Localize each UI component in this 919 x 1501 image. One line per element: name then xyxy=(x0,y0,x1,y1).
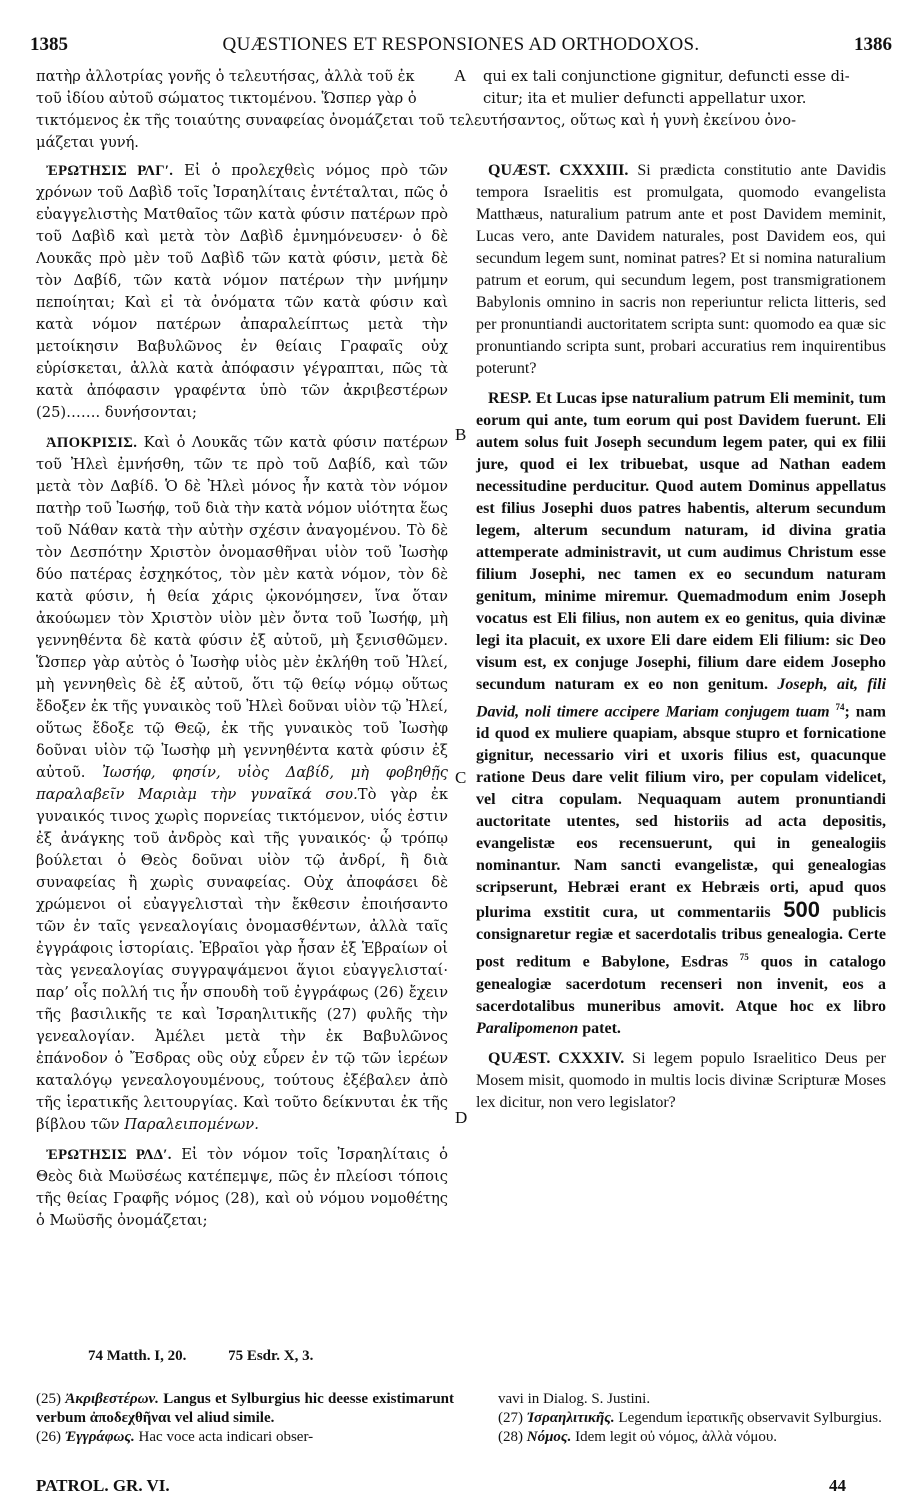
latin-continuation-line: citur; ita et mulier defuncti appellatur uxor. xyxy=(483,90,807,107)
footnote-number: (25) xyxy=(36,1391,61,1407)
response-text: patet. xyxy=(582,1019,621,1037)
latin-response xyxy=(476,388,886,1040)
greek-question-134 xyxy=(36,1144,448,1232)
continuation-block xyxy=(36,66,886,154)
signature-mark: PATROL. GR. VI. xyxy=(36,1476,170,1495)
response-heading: RESP. xyxy=(488,390,532,407)
footnote-text: Langus et Sylburgius hic deesse existimarunt verbum ἀποδεχθῆναι vel aliud simile. xyxy=(36,1391,455,1426)
question-heading: QUÆST. CXXXIII. xyxy=(488,162,629,179)
answer-heading: ἈΠΟΚΡΙΣΙΣ. xyxy=(46,435,138,451)
scripture-references xyxy=(88,1348,313,1365)
running-title: QUÆSTIONES ET RESPONSIONES AD ORTHODOXOS. xyxy=(222,34,700,55)
margin-letter-d: D xyxy=(455,1108,468,1127)
footnote-lemma: Ἀκριβεστέρων. xyxy=(65,1391,159,1407)
footnote-28 xyxy=(498,1428,888,1447)
footnote-text: Legendum ἱερατικῆς observavit Sylburgius. xyxy=(618,1410,882,1426)
question-heading: QUÆST. CXXXIV. xyxy=(488,1049,625,1067)
footnote-text: vavi in Dialog. S. Justini. xyxy=(498,1391,651,1407)
question-heading: ἘΡΩΤΗΣΙΣ ΡΛΓʹ. xyxy=(46,163,174,179)
margin-letter-b: B xyxy=(455,425,467,444)
greek-continuation-line: μάζεται γυνή. xyxy=(36,134,139,151)
footnote-number: (27) xyxy=(498,1410,523,1426)
footnote-25 xyxy=(36,1390,454,1428)
reference-75: 75 Esdr. X, 3. xyxy=(228,1348,314,1364)
gathering-number: 44 xyxy=(829,1476,846,1495)
latin-column xyxy=(476,160,886,1114)
response-text: ; nam id quod ex muliere quapiam, absque stupro et fornicatione gignitur, necessario viri et uxoris filius est, quacunque ratione Deus dare velit filium viro, per copulam videlicet, vel citra copulam. Nequaquam autem pronuntiandi auctoritate utentes, sed historiis ad acta depositis, evangelistæ eos recensuerunt, qui in genealogiis nominantur. Nam sancti evangelistæ, qui genealogias scripserunt, Hebræi erant ex Hebræis orti, apud quos plurima exstitit cura, ut commentariis xyxy=(476,703,886,922)
greek-answer xyxy=(36,432,448,1136)
page-number-right: 1386 xyxy=(854,34,892,55)
latin-question-134 xyxy=(476,1048,886,1114)
footnote-lemma: Νόμος. xyxy=(526,1429,572,1445)
scripture-quote: Joseph, ait, fili David, noli timere accipere Mariam conjugem tuam xyxy=(476,676,887,721)
answer-text: Καὶ ὁ Λουκᾶς τῶν κατὰ φύσιν πατέρων τοῦ Ἠλεὶ ἐμνήσθη, τῶν τε πρὸ τοῦ Δαβίδ, καὶ τῶν μετὰ τὸν Δαβίδ. Ὁ δὲ Ἠλεὶ μόνος ἦν κατὰ τὸν νόμον πατὴρ τοῦ Ἰωσήφ, τοῦ διὰ τὴν κατὰ νόμον υἱότητα ἕως τοῦ Νάθαν κατὰ τὴν αὐτὴν σχέσιν ἀναγομένου. Τὸ δὲ τὸν Δεσπότην Χριστὸν ὀνομασθῆναι υἱὸν τοῦ Ἰωσὴφ δύο πατέρας ἐσχηκότος, τὸν μὲν κατὰ νόμον, τὸν δὲ κατὰ φύσιν, ἡ θεία χάρις ᾠκονόμησεν, ἵνα ὅταν ἀκούωμεν τὸν Χριστὸν υἱὸν μὲν ὄντα τοῦ Ἰωσήφ, μὴ γεννηθέντα δὲ κατὰ φύσιν ἐξ αὐτοῦ, μὴ ξενισθῶμεν. Ὥσπερ γὰρ αὐτὸς ὁ Ἰωσὴφ υἱὸς μὲν ἐκλήθη τοῦ Ἠλεί, μὴ γεννηθεὶς δὲ ἐξ αὐτοῦ, ὅτι τῷ θείῳ νόμῳ οὕτως ἔδοξεν ἐκ τῆς γυναικὸς τοῦ Ἠλεὶ δοῦναι υἱὸν τῷ Ἠλεί, οὕτως ἔδοξε τῷ Θεῷ, ἐκ τῆς γυναικὸς τοῦ Ἰωσὴφ δοῦναι υἱὸν τῷ Ἰωσὴφ μὴ γεννηθέντα κατὰ φύσιν ἐξ αὐτοῦ. xyxy=(36,434,449,781)
greek-column xyxy=(36,160,448,1232)
scripture-quote: Ἰωσήφ, φησίν, υἱὸς Δαβίδ, μὴ φοβηθῇς παραλαβεῖν Μαριὰμ τὴν γυναῖκά σου. xyxy=(36,764,448,803)
question-text: Εἰ τὸν νόμον τοῖς Ἰσραηλίταις ὁ Θεὸς διὰ Μωϋσέως κατέπεμψε, πῶς ἐν πλείοσι τόποις τῆς θείας Γραφῆς νόμος (28), καὶ οὐ νόμου νομοθέτης ὁ Μωϋσῆς ὀνομάζεται; xyxy=(36,1146,449,1229)
greek-continuation-line: τικτόμενος ἐκ τῆς τοιαύτης συναφείας ὀνομάζεται τοῦ τελευτήσαντος, οὕτως καὶ ἡ γυνὴ ἐκείνου ὀνο- xyxy=(36,112,797,129)
footnote-number: (28) xyxy=(498,1429,523,1445)
question-heading: ἘΡΩΤΗΣΙΣ ΡΛΔʹ. xyxy=(46,1147,172,1163)
margin-letter-c: C xyxy=(455,768,467,787)
greek-continuation-line: πατὴρ ἀλλοτρίας γονῆς ὁ τελευτήσας, ἀλλὰ τοῦ ἐκ xyxy=(36,68,415,85)
answer-text: Τὸ γὰρ ἐκ γυναικός τινος χωρὶς πορνείας τικτόμενον, υἱός ἐστιν ἐξ ἀνάγκης τοῦ ἀνδρὸς καὶ τῆς γυναικός· ᾧ τρόπῳ βούλεται ὁ Θεὸς δοῦναι υἱὸν τῷ ἀνδρί, ἢ διὰ συναφείας ἢ χωρὶς συναφείας. Οὐχ ἀποφάσει δὲ χρώμενοι οἱ εὐαγγελισταὶ τὴν ἔκθεσιν ἐποιήσαντο τῶν ἐν ταῖς γενεαλογίαις ὀνομασθέντων, ἀλλὰ ταῖς ἐγγράφοις ἱστορίαις. Ἑβραῖοι γὰρ ἦσαν ἐξ Ἑβραίων οἱ τὰς γενεαλογίας συγγραψάμενοι ἅγιοι εὐαγγελισταί· παρ’ οἷς πολλή τις ἦν σπουδὴ τοῦ ἐγγράφως (26) ἔχειν τῆς βασιλικῆς τε καὶ Ἰσραηλιτικῆς (27) φυλῆς τὴν γενεαλογίαν. Ἀμέλει μετὰ τὴν ἐκ Βαβυλῶνος ἐπάνοδον ὁ Ἔσδρας οὓς οὐχ εὗρεν ἐν τῷ τῶν ἱερέων καταλόγῳ γενεαλογουμένους, τούτους ἐξέβαλεν ἀπὸ τῆς ἱερατικῆς λειτουργίας. Καὶ τοῦτο δείκνυται ἐκ τῆς βίβλου τῶν xyxy=(36,786,448,1133)
margin-letter-a: A xyxy=(454,66,467,85)
latin-continuation-line: qui ex tali conjunctione gignitur, defuncti esse di- xyxy=(483,68,850,85)
reference-marker: 75 xyxy=(739,952,749,963)
footnote-27 xyxy=(498,1409,888,1428)
question-text: Si prædicta constitutio ante Davidis tempora Israelitis est promulgata, quomodo evangelista Matthæus, naturalium patrum ante et post Davidem meminit, Lucas vero, ante Davidem naturales, post Davidem eos, qui secundum legem sunt, nominat patres? Et si nomina naturalium patrum et eorum, qui secundum legem, post transmigrationem Babylonis omnino in sacris non reperiuntur relicta litteris, sed per pronuntiandi auctoritatem scripta sunt: quomodo ea quæ sic pronuntiando scripta sunt, probari accuratius rem inquirentibus poterunt? xyxy=(476,162,887,377)
book-title: Paralipomenon xyxy=(476,1019,579,1037)
response-text: Et Lucas ipse naturalium patrum Eli meminit, tum eorum qui ante, tum eorum qui post Davidem fuerunt. Eli autem solus fuit Joseph secundum legem pater, qui ex filii jure, quod ei lex tribuebat, usque ad Nathan eadem necessitudine perducitur. Quod autem Dominus appellatus est filius Josephi duos patres habentis, alterum secundum legem, alterum secundum naturam, id divina gratia attemperate administravit, ut cum audimus Christum esse filium Josephi, nec tamen ex eo secundum naturam genitum, minime miremur. Quemadmodum enim Joseph vocatus est Eli filius, non autem ex eo genitus, quia divinæ legi ita placuit, ex uxore Eli dare eidem Eli filium: sic Deo visum est, ex conjuge Josephi, filium dare eidem Josepho secundum naturam ex eo non genitum. xyxy=(476,390,886,693)
footnote-text: Idem legit οὐ νόμος, ἀλλὰ νόμου. xyxy=(575,1429,778,1445)
footnote-26-continued xyxy=(498,1390,888,1409)
footnote-number: (26) xyxy=(36,1429,61,1445)
page-footer xyxy=(36,1476,886,1498)
footnote-26 xyxy=(36,1428,454,1447)
footnote-lemma: Ἐγγράφως. xyxy=(64,1429,135,1445)
page-number-left: 1385 xyxy=(30,34,68,55)
book-title: Παραλειπομένων. xyxy=(124,1116,259,1133)
footnotes-left xyxy=(36,1390,454,1447)
question-text: Si legem populo Israelitico Deus per Mosem misit, quomodo in multis locis divinæ Scripturæ Moses lex dicitur, non vero legislator? xyxy=(476,1049,886,1111)
reference-74: 74 Matth. I, 20. xyxy=(88,1348,187,1364)
footnote-lemma: Ἰσραηλιτικῆς. xyxy=(526,1410,615,1426)
greek-continuation-line: τοῦ ἰδίου αὐτοῦ σώματος τικτομένου. Ὥσπερ γὰρ ὁ xyxy=(36,90,417,107)
page-column-number: 500 xyxy=(783,897,820,923)
reference-marker: 74 xyxy=(835,702,845,712)
question-text: Εἰ ὁ προλεχθεὶς νόμος πρὸ τῶν χρόνων τοῦ Δαβὶδ τοῖς Ἰσραηλίταις ἐντέταλται, πῶς ὁ εὐαγγελιστὴς Ματθαῖος τῶν κατὰ φύσιν πατέρων πρὸ τοῦ Δαβὶδ καὶ μετὰ τὸν Δαβὶδ ἐμνημόνευσεν· ὁ δὲ Λουκᾶς πρὸ μὲν τοῦ Δαβὶδ τῶν κατὰ φύσιν, μετὰ δὲ τὸν Δαβίδ, τῶν κατὰ νόμον πατέρων τὴν μνήμην πεποίηται; Καὶ εἰ τὰ ὀνόματα τῶν κατὰ φύσιν καὶ κατὰ νόμον πατέρων ἀπαραλείπτως μετὰ τὴν μετοίκησιν Βαβυλῶνος ἐν θείαις Γραφαῖς οὐχ εὑρίσκεται, ἀλλὰ κατὰ ἀπόφασιν γέγραπται, πῶς τὰ κατὰ ἀπόφασιν γραφέντα ὑπὸ τῶν ἀκριβεστέρων (25)……. δυνήσονται; xyxy=(36,162,448,421)
page-header xyxy=(30,34,892,62)
response-text: quos in catalogo genealogiæ sacerdotum recenseri non invenit, eos a sacerdotalibus muneribus amovit. Atque hoc ex libro xyxy=(476,953,886,1015)
latin-question-133 xyxy=(476,160,886,380)
response-text: publicis consignaretur regiæ et sacerdotalis tribus genealogia. Certe post reditum e Babylone, Esdras xyxy=(476,904,887,971)
greek-question-133 xyxy=(36,160,448,424)
footnote-text: Hac voce acta indicari obser- xyxy=(138,1429,314,1445)
footnotes-right xyxy=(498,1390,888,1447)
